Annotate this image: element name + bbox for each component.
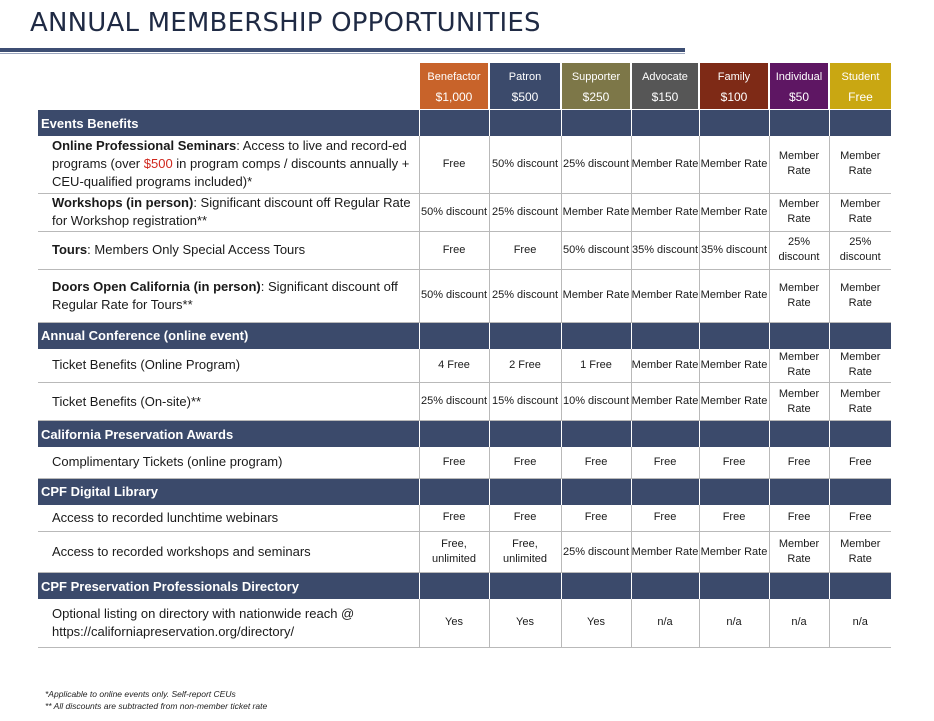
benefit-name: Doors Open California (in person) <box>52 278 261 294</box>
row-description: Optional listing on directory with nationwide reach @ https://californiapreservation.org/directory/ <box>38 599 419 647</box>
tier-price: $50 <box>788 90 810 104</box>
section-preservation-awards <box>38 421 891 448</box>
footnote-discount: ** All discounts are subtracted from non-member ticket rate <box>45 701 268 711</box>
table-row <box>38 193 891 231</box>
benefit-value-cell: Member Rate <box>631 532 699 573</box>
benefit-value-cell: Free <box>489 231 561 269</box>
benefit-value-cell: Free <box>829 447 891 478</box>
benefit-value-cell: Member Rate <box>699 136 769 193</box>
benefit-value-cell: 1 Free <box>561 349 631 383</box>
row-description <box>38 231 419 269</box>
benefit-value-cell: 25% discount <box>489 269 561 322</box>
benefit-text: in program comps / discounts annually + CEU-qualified programs included)* <box>52 156 410 190</box>
benefit-value-cell: 25% discount <box>769 231 829 269</box>
footnotes <box>45 688 267 712</box>
tier-price: $250 <box>582 90 610 104</box>
benefit-value-cell: Member Rate <box>769 349 829 383</box>
tier-price: $1,000 <box>435 90 473 104</box>
table-row <box>38 505 891 532</box>
tier-header-advocate <box>631 63 699 110</box>
table-row <box>38 447 891 478</box>
benefit-value-cell: Member Rate <box>561 193 631 231</box>
benefit-value-cell: 50% discount <box>419 193 489 231</box>
benefit-text: : Significant discount off Regular Rate for Tours** <box>52 278 398 312</box>
benefit-value-cell: Yes <box>561 599 631 647</box>
benefit-value-cell: Yes <box>419 599 489 647</box>
benefit-value-cell: 15% discount <box>489 383 561 421</box>
benefit-value-cell: 50% discount <box>489 136 561 193</box>
benefit-value-cell: Member Rate <box>769 532 829 573</box>
benefit-value-cell: Free <box>419 447 489 478</box>
title-underline-thin <box>0 53 685 54</box>
tier-name: Patron <box>508 71 542 83</box>
benefit-value-cell: Member Rate <box>631 193 699 231</box>
benefit-value-cell: n/a <box>829 599 891 647</box>
benefit-text: : Access to live and record-ed programs (over <box>52 138 407 172</box>
benefit-value-cell: Member Rate <box>631 269 699 322</box>
tier-price: $150 <box>651 90 679 104</box>
tier-name: Benefactor <box>427 71 481 83</box>
row-description: Ticket Benefits (On-site)** <box>38 383 419 421</box>
section-title: CPF Digital Library <box>38 478 419 505</box>
benefit-value-cell: Member Rate <box>631 136 699 193</box>
section-professionals-directory <box>38 573 891 600</box>
section-title: California Preservation Awards <box>38 421 419 448</box>
tier-name: Student <box>841 71 880 83</box>
benefit-value-cell: Member Rate <box>699 349 769 383</box>
membership-table <box>38 63 891 648</box>
tier-header-row <box>38 63 891 110</box>
benefit-value-cell: n/a <box>699 599 769 647</box>
benefit-value-cell: Free <box>769 505 829 532</box>
benefit-value-cell: Member Rate <box>769 383 829 421</box>
section-title: CPF Preservation Professionals Directory <box>38 573 419 600</box>
benefit-value-cell: Free <box>419 505 489 532</box>
tier-price: $100 <box>720 90 748 104</box>
benefit-value-cell: Member Rate <box>829 383 891 421</box>
header-blank-cell <box>38 63 419 110</box>
tier-name: Supporter <box>571 71 621 83</box>
section-title: Events Benefits <box>38 110 419 137</box>
benefit-value-cell: 10% discount <box>561 383 631 421</box>
benefit-value-cell: Free <box>631 447 699 478</box>
benefit-value-cell: Free <box>419 136 489 193</box>
benefit-value-cell: Member Rate <box>829 349 891 383</box>
tier-header-patron <box>489 63 561 110</box>
tier-name: Family <box>717 71 751 83</box>
table-row <box>38 383 891 421</box>
benefit-highlight: $500 <box>143 156 173 172</box>
benefit-value-cell: Member Rate <box>829 532 891 573</box>
row-description <box>38 136 419 193</box>
tier-header-individual <box>769 63 829 110</box>
benefit-value-cell: Member Rate <box>769 269 829 322</box>
section-events-benefits <box>38 110 891 137</box>
benefit-value-cell: Member Rate <box>561 269 631 322</box>
benefit-value-cell: Member Rate <box>699 193 769 231</box>
title-underline <box>0 48 685 52</box>
benefit-text: : Members Only Special Access Tours <box>87 242 306 257</box>
tier-price: Free <box>848 90 873 104</box>
benefit-value-cell: 35% discount <box>631 231 699 269</box>
benefit-value-cell: 25% discount <box>561 136 631 193</box>
benefit-value-cell: n/a <box>631 599 699 647</box>
benefit-name: Workshops (in person) <box>52 195 194 210</box>
tier-header-student <box>829 63 891 110</box>
row-description: Complimentary Tickets (online program) <box>38 447 419 478</box>
benefit-value-cell: 35% discount <box>699 231 769 269</box>
row-description <box>38 269 419 322</box>
benefit-value-cell: Free <box>829 505 891 532</box>
row-description <box>38 193 419 231</box>
section-annual-conference <box>38 322 891 349</box>
benefit-value-cell: Member Rate <box>699 532 769 573</box>
table-row <box>38 532 891 573</box>
benefit-name: Tours <box>52 242 88 257</box>
benefit-value-cell: 25% discount <box>829 231 891 269</box>
tier-header-supporter <box>561 63 631 110</box>
benefit-value-cell: Free <box>561 505 631 532</box>
tier-name: Individual <box>775 71 823 83</box>
benefit-value-cell: Free <box>561 447 631 478</box>
tier-header-family <box>699 63 769 110</box>
tier-header-benefactor <box>419 63 489 110</box>
tier-price: $500 <box>511 90 539 104</box>
benefit-value-cell: 50% discount <box>419 269 489 322</box>
page-title: ANNUAL MEMBERSHIP OPPORTUNITIES <box>30 8 541 38</box>
benefit-value-cell: Member Rate <box>769 136 829 193</box>
table-row <box>38 231 891 269</box>
benefit-value-cell: 50% discount <box>561 231 631 269</box>
benefit-value-cell: Free, unlimited <box>419 532 489 573</box>
benefit-value-cell: Member Rate <box>699 383 769 421</box>
row-description: Access to recorded workshops and seminars <box>38 532 419 573</box>
section-digital-library <box>38 478 891 505</box>
benefit-value-cell: Member Rate <box>699 269 769 322</box>
footnote-ceu: *Applicable to online events only. Self-report CEUs <box>45 689 236 699</box>
benefit-value-cell: Free, unlimited <box>489 532 561 573</box>
benefit-value-cell: n/a <box>769 599 829 647</box>
benefit-name: Online Professional Seminars <box>52 138 237 154</box>
table-row <box>38 349 891 383</box>
benefit-value-cell: Free <box>419 231 489 269</box>
benefit-value-cell: Free <box>489 447 561 478</box>
section-title: Annual Conference (online event) <box>38 322 419 349</box>
benefit-value-cell: 25% discount <box>489 193 561 231</box>
row-description: Ticket Benefits (Online Program) <box>38 349 419 383</box>
benefit-value-cell: 4 Free <box>419 349 489 383</box>
benefit-value-cell: Member Rate <box>829 193 891 231</box>
benefit-value-cell: Free <box>699 447 769 478</box>
benefit-value-cell: Free <box>489 505 561 532</box>
benefit-value-cell: Member Rate <box>769 193 829 231</box>
table-row <box>38 269 891 322</box>
benefit-value-cell: Member Rate <box>631 349 699 383</box>
benefit-value-cell: Free <box>631 505 699 532</box>
benefit-value-cell: Member Rate <box>829 136 891 193</box>
benefit-value-cell: 25% discount <box>561 532 631 573</box>
benefit-value-cell: 2 Free <box>489 349 561 383</box>
benefit-text: : Significant discount off Regular Rate for Workshop registration** <box>52 195 411 228</box>
benefit-value-cell: Free <box>699 505 769 532</box>
benefit-value-cell: Free <box>769 447 829 478</box>
benefit-value-cell: Yes <box>489 599 561 647</box>
benefit-value-cell: Member Rate <box>829 269 891 322</box>
table-row <box>38 136 891 193</box>
table-row <box>38 599 891 647</box>
benefit-value-cell: 25% discount <box>419 383 489 421</box>
tier-name: Advocate <box>642 71 688 83</box>
row-description: Access to recorded lunchtime webinars <box>38 505 419 532</box>
benefit-value-cell: Member Rate <box>631 383 699 421</box>
